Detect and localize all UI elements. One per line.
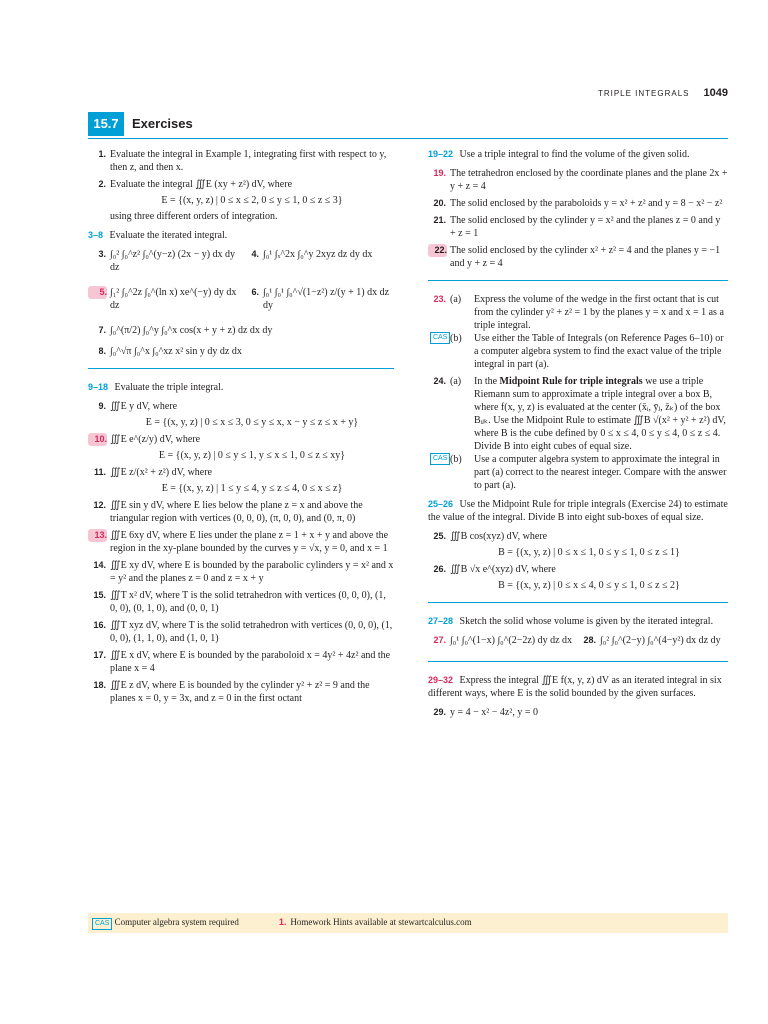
- exercise-21: 21. The solid enclosed by the cylinder y = x² and the planes z = 0 and y + z = 1: [433, 215, 721, 239]
- group-9-18: 9–18 Evaluate the triple integral.: [88, 382, 224, 393]
- exercise-row-5-6: [88, 286, 394, 316]
- exercise-9: 9. ∭E y dV, where E = {(x, y, z) | 0 ≤ x ≤ 3, 0 ≤ y ≤ x, x − y ≤ z ≤ x + y}: [98, 401, 359, 428]
- divider: [428, 602, 728, 603]
- cas-badge: CAS: [430, 332, 450, 344]
- group-25-26: 25–26 Use the Midpoint Rule for triple integrals (Exercise 24) to estimate the value of the integral. Divide B into eight sub-boxes of equal size.: [428, 499, 728, 523]
- exercise-2: 2. Evaluate the integral ∭E (xy + z²) dV, where E = {(x, y, z) | 0 ≤ x ≤ 2, 0 ≤ y ≤ 1, 0 ≤ z ≤ 3} using three different orders of integration.: [88, 178, 394, 223]
- cas-badge: CAS: [92, 918, 112, 930]
- exercise-28: 28. ∫₀² ∫₀^(2−y) ∫₀^(4−y²) dx dz dy: [583, 635, 721, 646]
- exercise-19: 19. The tetrahedron enclosed by the coordinate planes and the plane 2x + y + z = 4: [433, 168, 728, 192]
- exercise-24: 24. (a) In the Midpoint Rule for triple integrals we use a triple Riemann sum to approximate a triple integral over a box B, where f(x, y, z) is evaluated at the center (x̄ᵢ, ȳⱼ, z̄ₖ) of the box Bᵢⱼₖ. Use the Midpoint Rule to estimate ∭B √(x² + y² + z²) dV, where B is the cube defined by 0 ≤ x ≤ 4, 0 ≤ y ≤ 4, 0 ≤ z ≤ 4. Divide B into eight cubes of equal size. CAS (b) Use a computer algebra system to approximate the integral in part (a) correct to the nearest integer. Compare with the answer to part (a).: [428, 375, 728, 492]
- exercise-12: 12. ∭E sin y dV, where E lies below the plane z = x and above the triangular region with vertices (0, 0, 0), (π, 0, 0), and (0, π, 0): [93, 500, 363, 524]
- exercise-15: 15. ∭T x² dV, where T is the solid tetrahedron with vertices (0, 0, 0), (1, 0, 0), (0, 1, 0), and (0, 0, 1): [93, 590, 386, 614]
- section-title: Exercises: [132, 116, 193, 131]
- exercise-27: 27. ∫₀¹ ∫₀^(1−x) ∫₀^(2−2z) dy dz dx: [433, 635, 573, 646]
- exercise-2-region: E = {(x, y, z) | 0 ≤ x ≤ 2, 0 ≤ y ≤ 1, 0 ≤ z ≤ 3}: [161, 195, 343, 206]
- exercise-3: 3. ∫₀² ∫₀^z² ∫₀^(y−z) (2x − y) dx dy dz: [98, 249, 236, 273]
- exercise-22: 22. The solid enclosed by the cylinder x² + z² = 4 and the planes y = −1 and y + z = 4: [428, 244, 728, 270]
- divider: [428, 280, 728, 281]
- exercise-26: 26. ∭B √x e^(xyz) dV, where B = {(x, y, z) | 0 ≤ x ≤ 4, 0 ≤ y ≤ 1, 0 ≤ z ≤ 2}: [433, 564, 680, 591]
- right-column: [428, 148, 728, 723]
- exercise-5: 5. ∫₁² ∫₀^2z ∫₀^(ln x) xe^(−y) dy dx dz: [88, 286, 241, 312]
- group-19-22: 19–22 Use a triple integral to find the volume of the given solid.: [428, 149, 690, 160]
- exercise-23: 23. (a) Express the volume of the wedge in the first octant that is cut from the cylinder y² + z² = 1 by the planes y = x and x = 1 as a triple integral. CAS (b) Use either the Table of Integrals (on Reference Pages 6–10) or a computer algebra system to find the exact value of the triple integral in part (a).: [428, 293, 728, 371]
- exercise-16: 16. ∭T xyz dV, where T is the solid tetrahedron with vertices (0, 0, 0), (1, 0, 0), (1, 1, 0), and (1, 0, 1): [93, 620, 393, 644]
- group-27-28: 27–28 Sketch the solid whose volume is given by the iterated integral.: [428, 616, 714, 627]
- group-29-32: 29–32 Express the integral ∭E f(x, y, z) dV as an iterated integral in six different ways, where E is the solid bounded by the given surfaces.: [428, 675, 722, 699]
- exercise-13: 13. ∭E 6xy dV, where E lies under the plane z = 1 + x + y and above the region in the xy-plane bounded by the curves y = √x, y = 0, and x = 1: [88, 529, 394, 555]
- exercise-6: 6. ∫₀¹ ∫₀¹ ∫₀^√(1−z²) z/(y + 1) dx dz dy: [251, 287, 390, 311]
- exercise-14: 14. ∭E xy dV, where E is bounded by the parabolic cylinders y = x² and x = y² and the planes z = 0 and z = x + y: [93, 560, 394, 584]
- cas-badge: CAS: [430, 453, 450, 465]
- section-header: [88, 112, 728, 139]
- running-head: [598, 86, 728, 100]
- exercise-8: 8. ∫₀^√π ∫₀^x ∫₀^xz x² sin y dy dz dx: [98, 346, 242, 357]
- exercise-20: 20. The solid enclosed by the paraboloids y = x² + z² and y = 8 − x² − z²: [433, 198, 723, 209]
- exercise-29: 29. y = 4 − x² − 4z², y = 0: [433, 707, 538, 718]
- exercise-row-27-28: [428, 634, 728, 651]
- exercise-10: 10. ∭E e^(z/y) dV, where E = {(x, y, z) | 0 ≤ y ≤ 1, y ≤ x ≤ 1, 0 ≤ z ≤ xy}: [88, 433, 394, 462]
- exercise-17: 17. ∭E x dV, where E is bounded by the paraboloid x = 4y² + 4z² and the plane x = 4: [93, 650, 391, 674]
- running-title: TRIPLE INTEGRALS: [597, 89, 690, 98]
- footer: CAS Computer algebra system required 1. Homework Hints available at stewartcalculus.com: [88, 913, 728, 933]
- exercise-11: 11. ∭E z/(x² + z²) dV, where E = {(x, y, z) | 1 ≤ y ≤ 4, y ≤ z ≤ 4, 0 ≤ x ≤ z}: [93, 467, 343, 494]
- exercise-7: 7. ∫₀^(π/2) ∫₀^y ∫₀^x cos(x + y + z) dz dx dy: [98, 325, 273, 336]
- group-3-8: 3–8 Evaluate the iterated integral.: [88, 230, 228, 241]
- exercise-4: 4. ∫₀¹ ∫ₓ^2x ∫₀^y 2xyz dz dy dx: [251, 249, 373, 260]
- divider: [428, 661, 728, 662]
- page-number: 1049: [703, 87, 728, 99]
- exercise-18: 18. ∭E z dV, where E is bounded by the cylinder y² + z² = 9 and the planes x = 0, y = 3x, and z = 0 in the first octant: [93, 680, 370, 704]
- exercise-25: 25. ∭B cos(xyz) dV, where B = {(x, y, z) | 0 ≤ x ≤ 1, 0 ≤ y ≤ 1, 0 ≤ z ≤ 1}: [433, 531, 680, 558]
- section-number: 15.7: [88, 112, 124, 136]
- exercise-1: 1. Evaluate the integral in Example 1, integrating first with respect to y, then z, and then x.: [98, 149, 387, 173]
- left-column: [88, 148, 394, 709]
- exercise-row-3-4: [88, 248, 394, 278]
- divider: [88, 368, 394, 369]
